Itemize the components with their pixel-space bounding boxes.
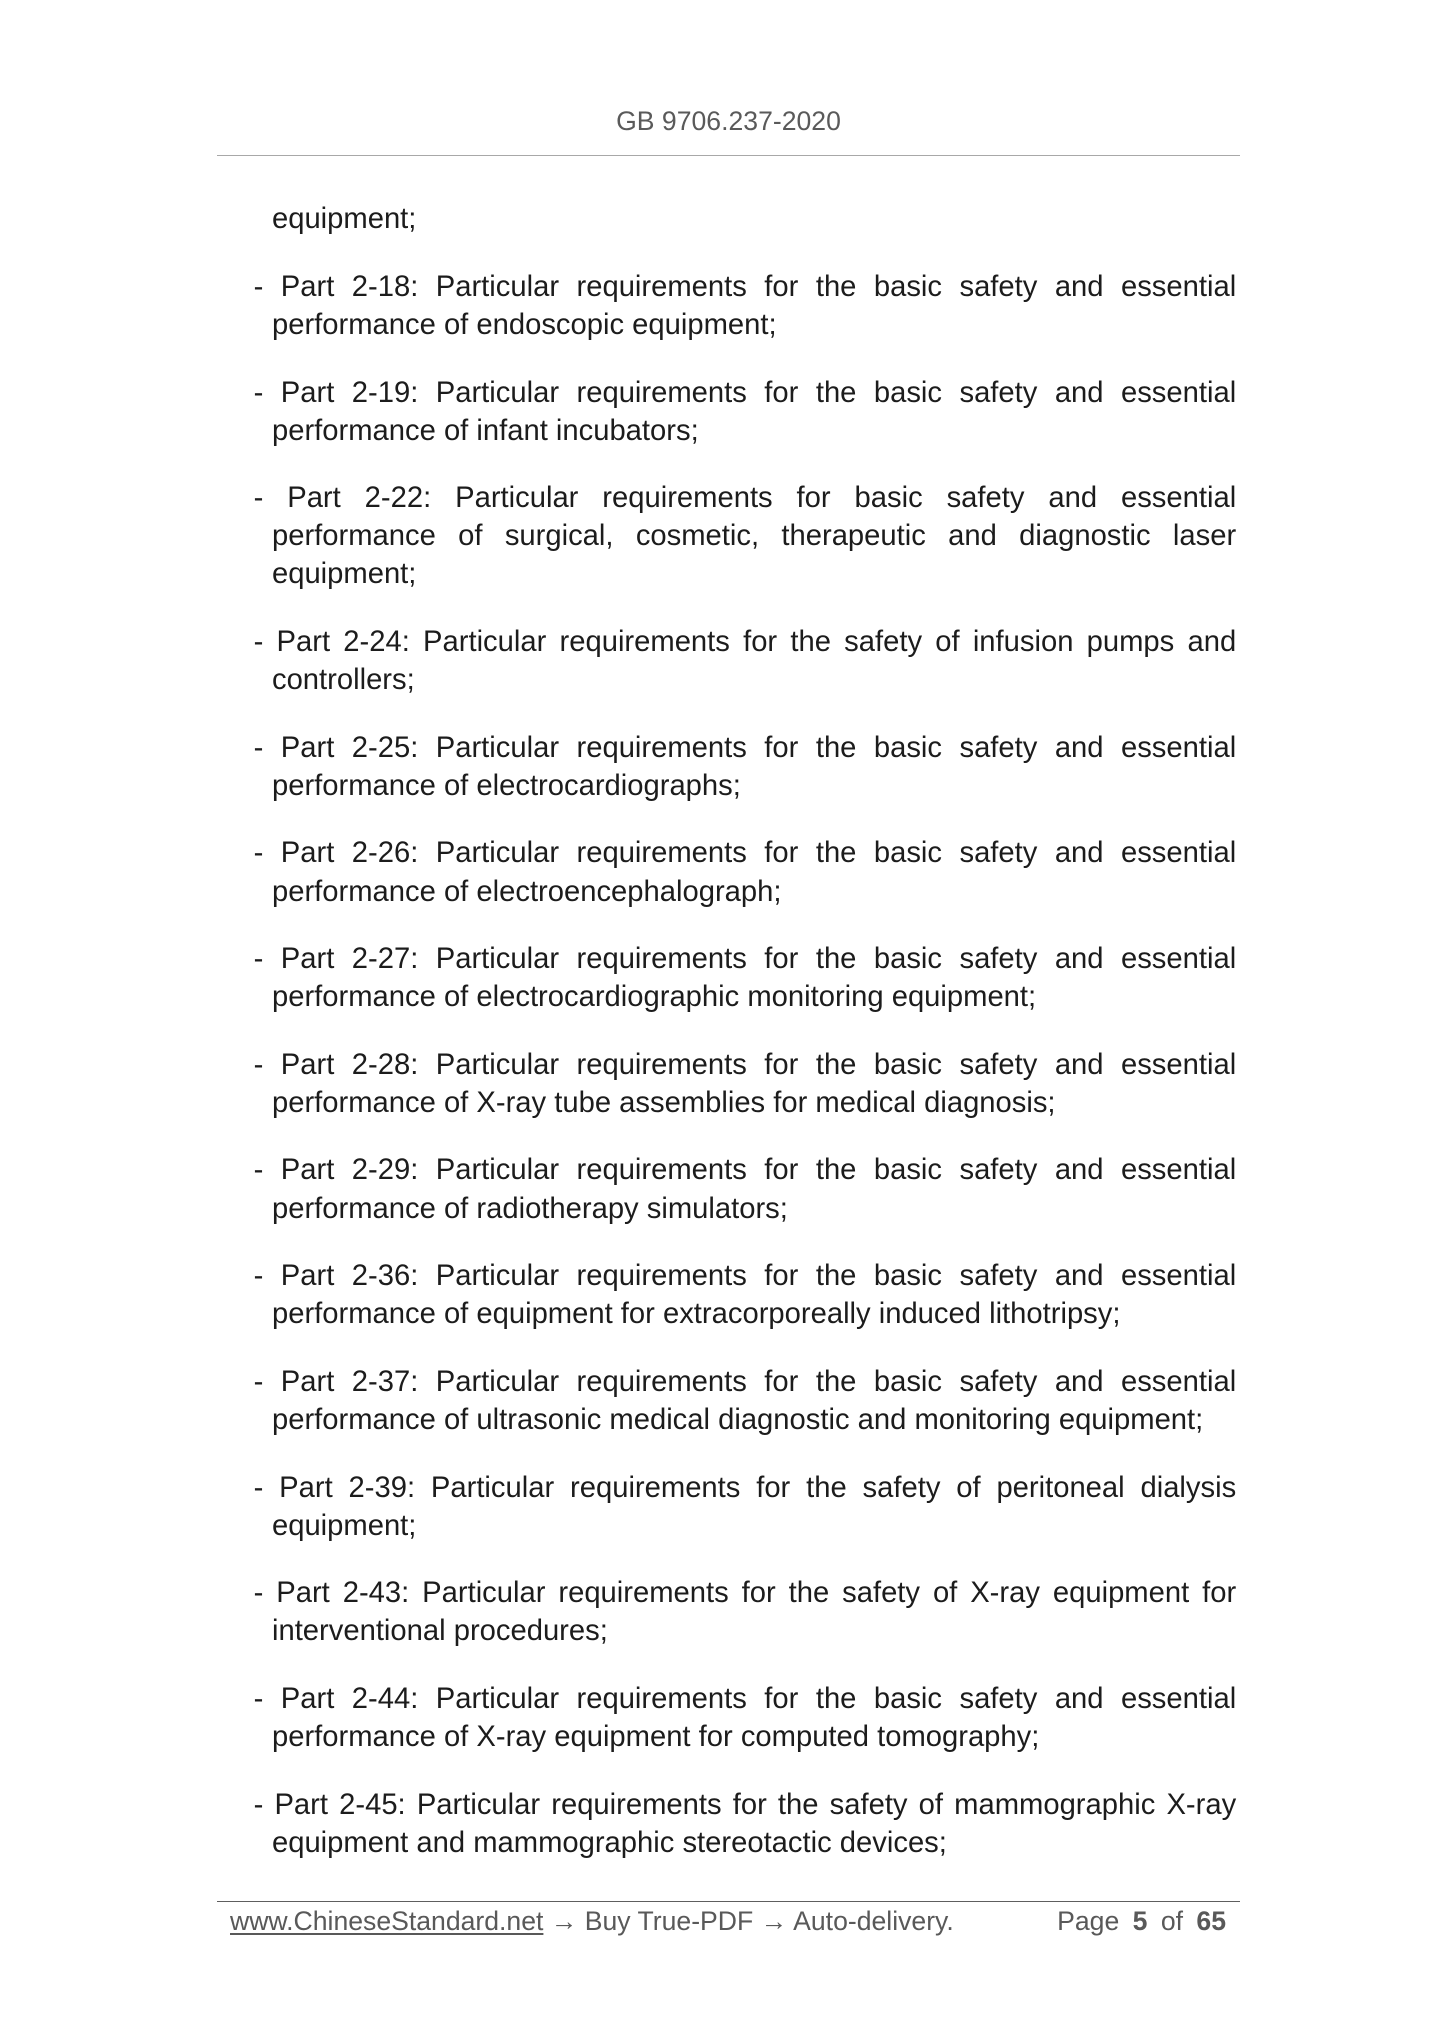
list-item-part-2-25 (254, 729, 1237, 805)
list-item-part-2-24 (254, 623, 1237, 699)
list-item-part-2-45 (254, 1786, 1237, 1862)
footer-divider (217, 1901, 1240, 1902)
item-line: - Part 2-26: Particular requirements for the basic safety and essential (253, 837, 1237, 870)
item-line: - Part 2-19: Particular requirements for the basic safety and essential (253, 376, 1237, 409)
item-line: - Part 2-25: Particular requirements for the basic safety and essential (253, 731, 1237, 764)
item-line: performance of electrocardiographs; (271, 769, 741, 802)
list-item-part-2-26 (254, 834, 1237, 910)
list-item-part-2-36 (254, 1257, 1237, 1333)
item-line: - Part 2-18: Particular requirements for the basic safety and essential (253, 270, 1237, 303)
item-line: interventional procedures; (271, 1615, 608, 1648)
page-label: Page (1057, 1905, 1120, 1936)
item-line: - Part 2-24: Particular requirements for the safety of infusion pumps and (253, 626, 1237, 659)
item-line: performance of electrocardiographic monitoring equipment; (271, 981, 1037, 1014)
item-line: equipment; (271, 1509, 417, 1542)
item-line: - Part 2-43: Particular requirements for the safety of X-ray equipment for (253, 1577, 1237, 1610)
item-line: performance of surgical, cosmetic, therapeutic and diagnostic laser (271, 520, 1237, 553)
list-item-part-2-27 (254, 940, 1237, 1016)
continued-line: equipment; (271, 203, 417, 236)
item-line: - Part 2-22: Particular requirements for basic safety and essential (253, 482, 1237, 515)
item-line: performance of X-ray tube assemblies for medical diagnosis; (271, 1086, 1056, 1119)
item-line: performance of infant incubators; (271, 414, 699, 447)
website-link[interactable]: www.ChineseStandard.net (230, 1905, 544, 1936)
item-line: performance of endoscopic equipment; (271, 308, 777, 341)
footer-promo-text: → Buy True-PDF → Auto-delivery. (550, 1905, 954, 1936)
list-item-part-2-18 (254, 268, 1237, 344)
list-item-part-2-43 (254, 1574, 1237, 1650)
list-item-part-2-37 (254, 1363, 1237, 1439)
item-line: equipment and mammographic stereotactic devices; (271, 1826, 947, 1859)
list-item-part-2-29 (254, 1151, 1237, 1227)
header-divider (217, 155, 1240, 156)
item-line: - Part 2-36: Particular requirements for the basic safety and essential (253, 1260, 1237, 1293)
page-indicator (1057, 1906, 1226, 1936)
list-item-part-2-39 (254, 1469, 1237, 1545)
item-line: performance of equipment for extracorporeally induced lithotripsy; (271, 1298, 1121, 1331)
standard-number: GB 9706.237-2020 (616, 106, 841, 136)
list-item-part-2-44 (254, 1680, 1237, 1756)
item-line: equipment; (271, 558, 417, 591)
item-line: - Part 2-28: Particular requirements for the basic safety and essential (253, 1048, 1237, 1081)
item-line: - Part 2-29: Particular requirements for the basic safety and essential (253, 1154, 1237, 1187)
list-item-part-2-28 (254, 1046, 1237, 1122)
list-item-part-2-19 (254, 374, 1237, 450)
page-footer (217, 1906, 1240, 1936)
item-line: performance of radiotherapy simulators; (271, 1192, 788, 1225)
of-label: of (1160, 1905, 1184, 1936)
page-header (217, 106, 1240, 136)
item-line: performance of ultrasonic medical diagnostic and monitoring equipment; (271, 1403, 1204, 1436)
item-line: controllers; (271, 664, 415, 697)
list-item-part-2-22 (254, 479, 1237, 593)
current-page-number: 5 (1132, 1905, 1148, 1936)
item-line: - Part 2-39: Particular requirements for the safety of peritoneal dialysis (253, 1471, 1237, 1504)
total-pages: 65 (1196, 1905, 1226, 1936)
footer-promo (230, 1906, 954, 1936)
item-line: - Part 2-45: Particular requirements for the safety of mammographic X-ray (253, 1788, 1237, 1821)
document-body (254, 200, 1237, 1862)
item-line: - Part 2-37: Particular requirements for the basic safety and essential (253, 1365, 1237, 1398)
item-line: performance of electroencephalograph; (271, 875, 782, 908)
item-line: - Part 2-44: Particular requirements for the basic safety and essential (253, 1682, 1237, 1715)
item-line: - Part 2-27: Particular requirements for the basic safety and essential (253, 943, 1237, 976)
item-line: performance of X-ray equipment for computed tomography; (271, 1721, 1040, 1754)
